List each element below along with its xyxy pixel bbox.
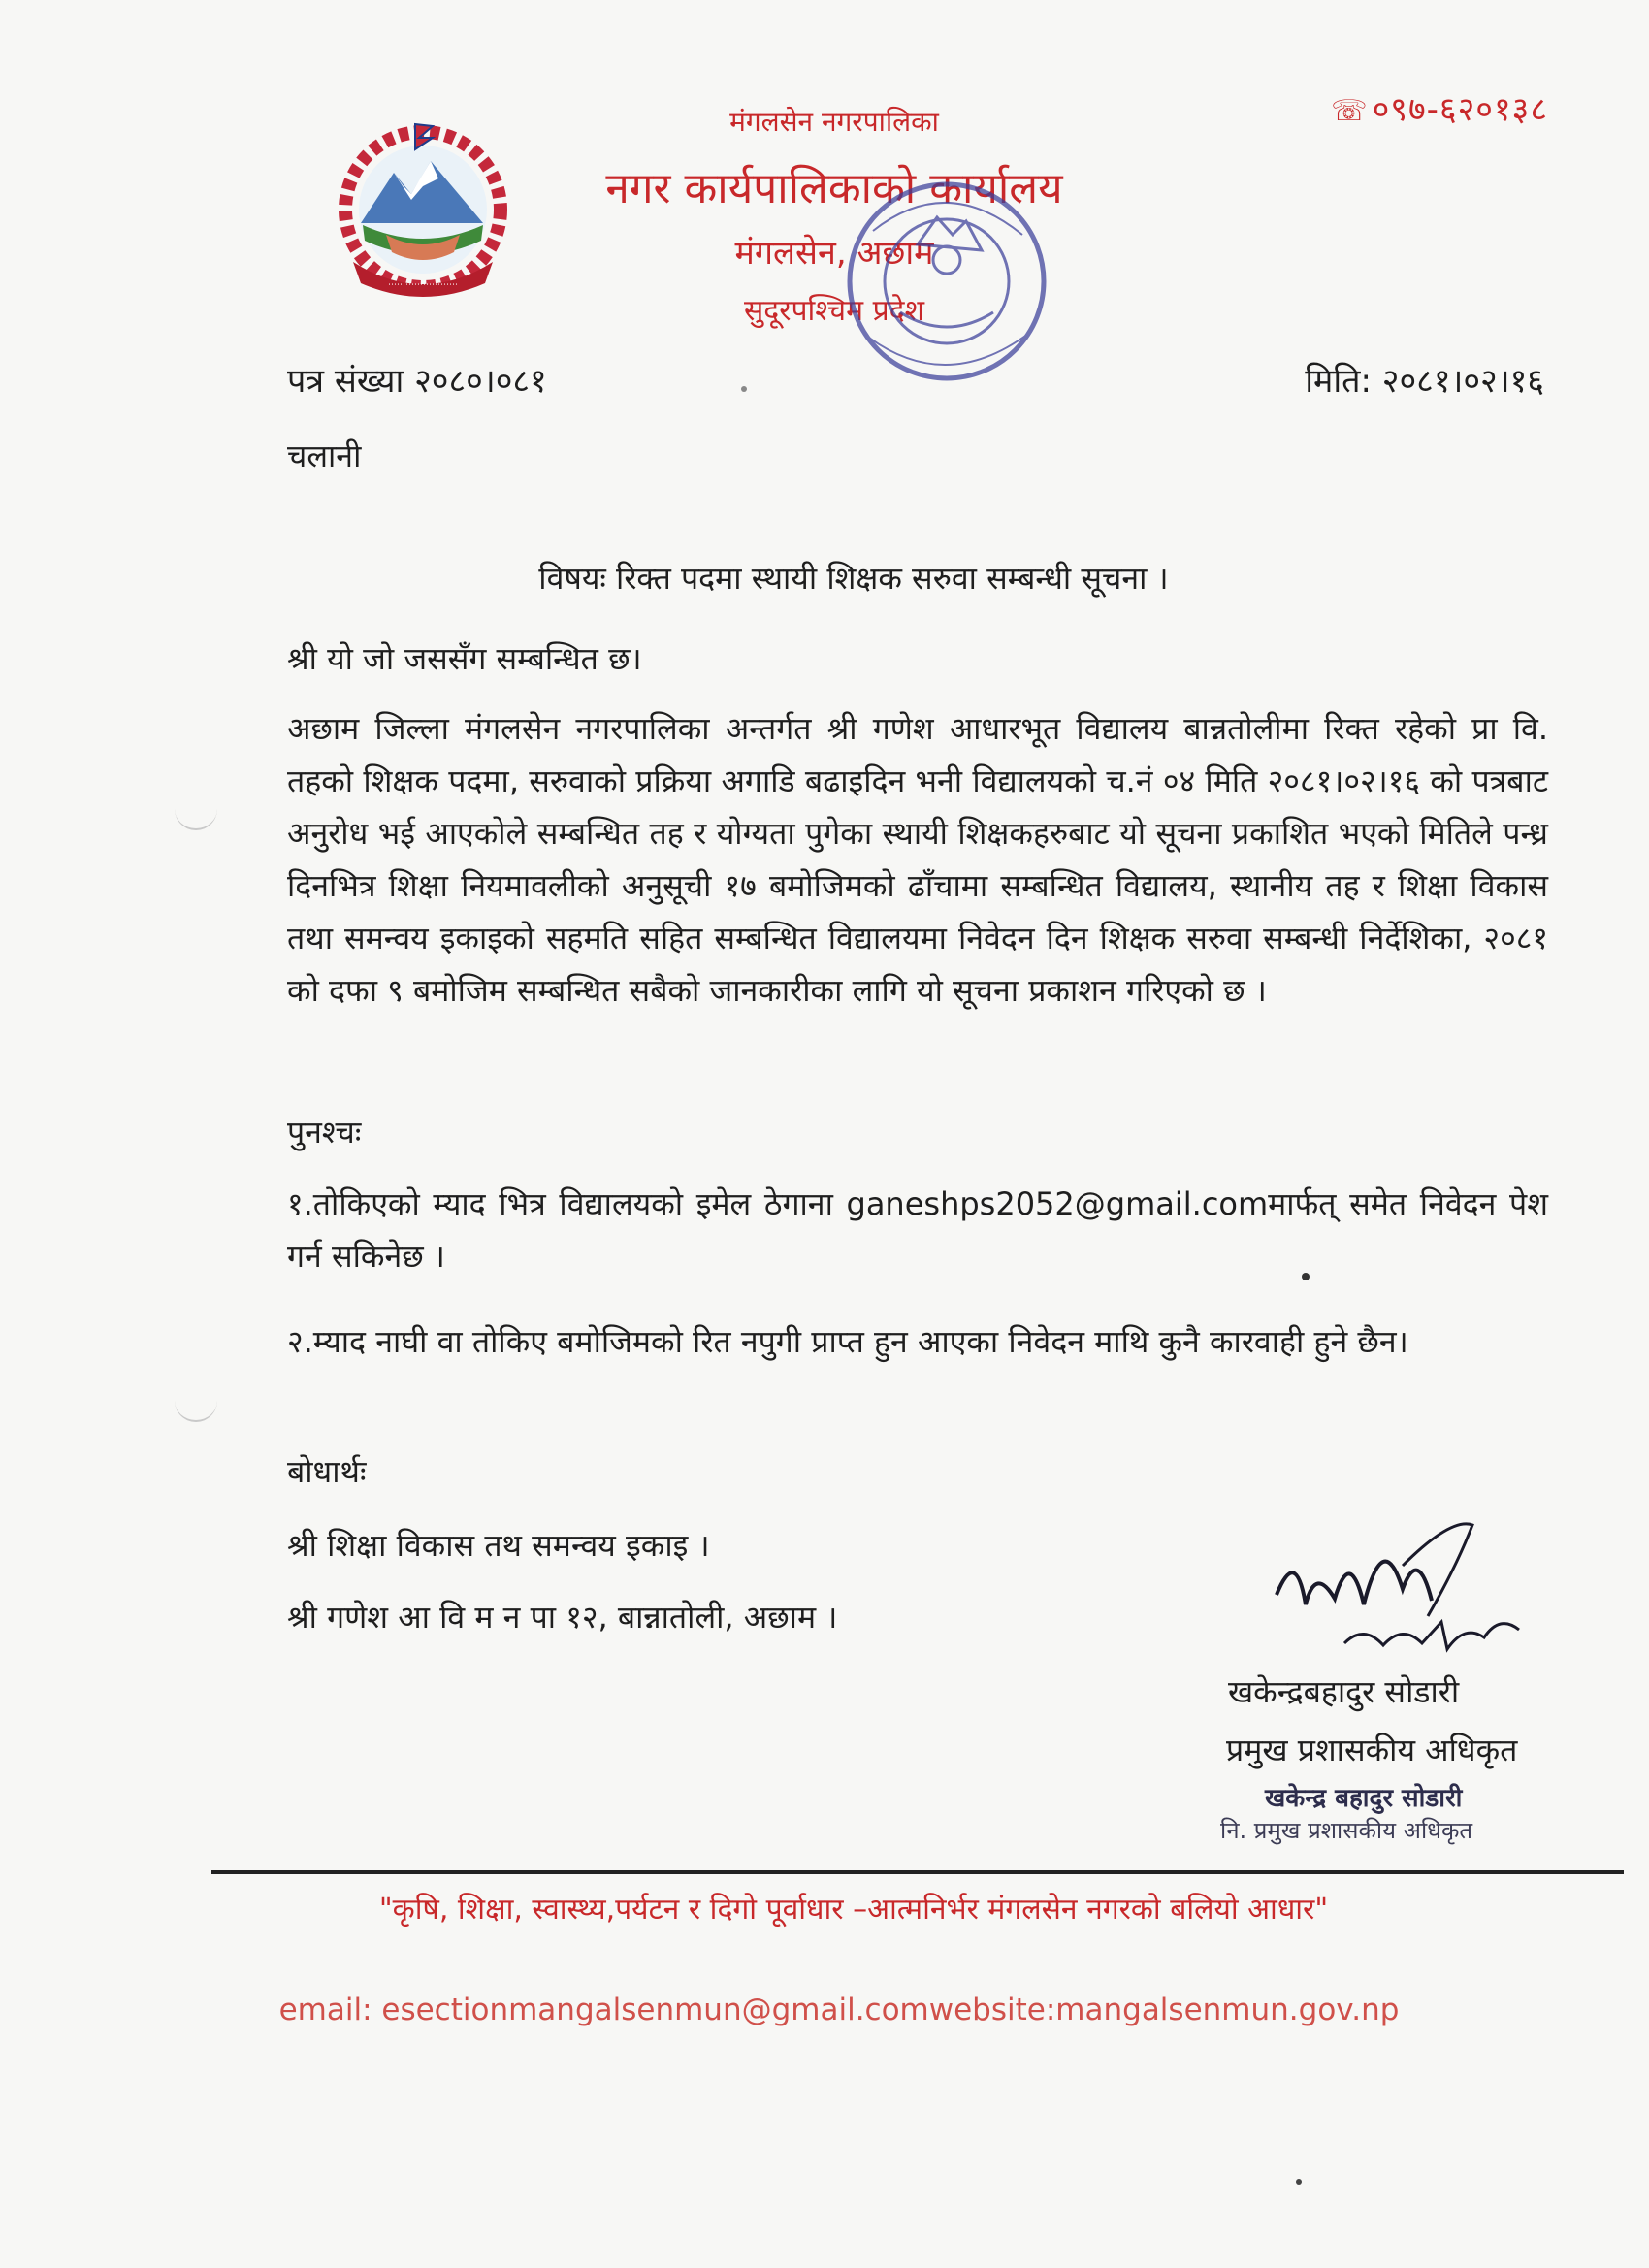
cc-label: बोधार्थः bbox=[287, 1453, 367, 1490]
scan-mark bbox=[175, 805, 217, 830]
postscript-label: पुनश्चः bbox=[287, 1114, 362, 1150]
scan-mark bbox=[1296, 2179, 1302, 2185]
municipality-name: मंगलसेन नगरपालिका bbox=[729, 106, 939, 138]
office-address: मंगलसेन, अछाम bbox=[734, 234, 934, 273]
letter-date: मिति: २०८१।०२।१६ bbox=[1305, 362, 1544, 401]
postscript-note-1: १.तोकिएको म्याद भित्र विद्यालयको इमेल ठेगाना ganeshps2052@gmail.comमार्फत् समेत निवेदन पेश गर्न सकिनेछ । bbox=[287, 1185, 1548, 1275]
reference-number: पत्र संख्या २०८०।०८१ bbox=[287, 362, 547, 401]
office-name: नगर कार्यपालिकाको कार्यालय bbox=[605, 164, 1063, 213]
scan-mark bbox=[175, 1397, 217, 1422]
signatory-title: प्रमुख प्रशासकीय अधिकृत bbox=[1226, 1732, 1518, 1768]
office-province: सुदूरपश्चिम प्रदेश bbox=[744, 294, 924, 328]
name-stamp: खकेन्द्र बहादुर सोडारी bbox=[1265, 1784, 1463, 1813]
letter-subject: विषयः रिक्त पदमा स्थायी शिक्षक सरुवा सम्बन्धी सूचना । bbox=[538, 560, 1169, 597]
handwritten-signature bbox=[1257, 1507, 1548, 1672]
body-paragraph: अछाम जिल्ला मंगलसेन नगरपालिका अन्तर्गत श्री गणेश आधारभूत विद्यालय बान्नतोलीमा रिक्त रहेको प्रा वि. तहको शिक्षक पदमा, सरुवाको प्रक्रिया अगाडि बढाइदिन भनी विद्यालयको च.नं ०४ मिति २०८१।०२।१६ को पत्रबाट अनुरोध भई आएकोले सम्बन्धित तह र योग्यता पुगेका स्थायी शिक्षकहरुबाट यो सूचना प्रकाशित भएको मितिले पन्ध्र दिनभित्र शिक्षा नियमावलीको अनुसूची १७ बमोजिमको ढाँचामा सम्बन्धित विद्यालय, स्थानीय तह र शिक्षा विकास तथा समन्वय इकाइको सहमति सहित सम्बन्धित विद्यालयमा निवेदन दिन शिक्षक सरुवा सम्बन्धी निर्देशिका, २०८१ को दफा ९ बमोजिम सम्बन्धित सबैको जानकारीका लागि यो सूचना प्रकाशन गरिएको छ । bbox=[287, 710, 1548, 1009]
signatory-name: खकेन्द्रबहादुर सोडारी bbox=[1228, 1673, 1460, 1710]
office-seal-stamp bbox=[811, 167, 1073, 400]
cc-recipient-2: श्री गणेश आ वि म न पा १२, बान्नातोली, अछाम । bbox=[287, 1599, 838, 1636]
scan-mark bbox=[1302, 1273, 1310, 1280]
scan-mark bbox=[741, 386, 747, 392]
dispatch-label: चलानी bbox=[287, 437, 362, 474]
salutation: श्री यो जो जससँग सम्बन्धित छ। bbox=[287, 640, 642, 677]
phone-number: ०९७-६२०१३८ bbox=[1372, 90, 1548, 129]
footer-divider bbox=[211, 1870, 1624, 1874]
svg-text:⋯⋯⋯⋯⋯⋯⋯⋯: ⋯⋯⋯⋯⋯⋯⋯⋯ bbox=[388, 280, 458, 290]
nepal-emblem-icon bbox=[318, 116, 528, 301]
footer-contact: email: esectionmangalsenmun@gmail.comwebsite:mangalsenmun.gov.np bbox=[278, 1993, 1400, 2027]
telephone-icon: ☏ bbox=[1331, 94, 1369, 128]
designation-stamp: नि. प्रमुख प्रशासकीय अधिकृत bbox=[1220, 1817, 1473, 1844]
office-phone bbox=[1331, 85, 1548, 130]
footer-motto: "कृषि, शिक्षा, स्वास्थ्य,पर्यटन र दिगो पूर्वाधार –आत्मनिर्भर मंगलसेन नगरको बलियो आधार" bbox=[378, 1893, 1329, 1927]
postscript-note-2: २.म्याद नाघी वा तोकिए बमोजिमको रित नपुगी प्राप्त हुन आएका निवेदन माथि कुनै कारवाही हुने छैन। bbox=[287, 1323, 1408, 1360]
cc-recipient-1: श्री शिक्षा विकास तथ समन्वय इकाइ । bbox=[287, 1527, 710, 1564]
